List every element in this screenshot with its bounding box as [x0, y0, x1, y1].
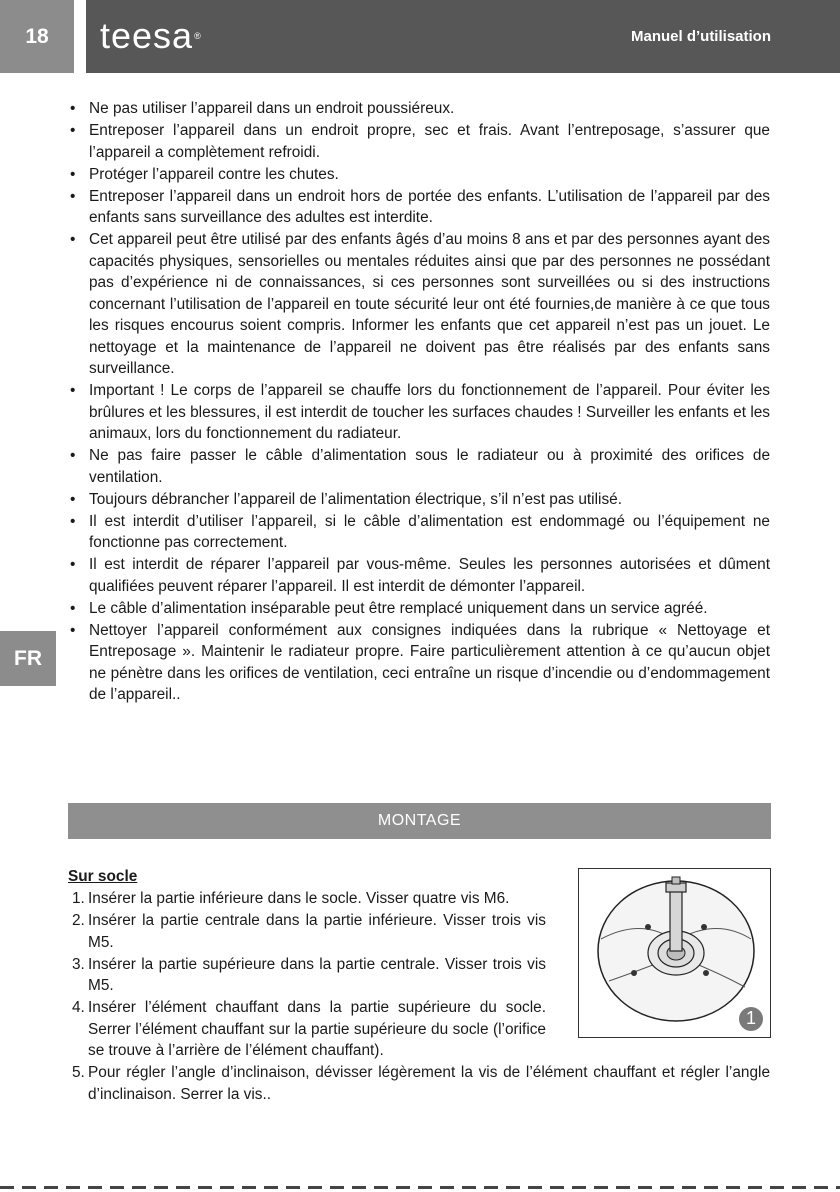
list-item-text: Cet appareil peut être utilisé par des enfants âgés d’au moins 8 ans et par des personnes ayant des capacités physiques, sensorielles ou mentales réduites ainsi que par des personnes ne possédant pas d’expérience ni de connaissances, si ces personnes sont surveillées ou si des instructions concernant l’utilisation de l’appareil en toute sécurité leur ont été fournies,de manière à ce que tous les risques encourus soient compris. Informer les enfants que cet appareil n’est pas un jouet. Le nettoyage et la maintenance de l’appareil ne doivent pas être réalisés par des enfants sans surveillance. — [89, 231, 770, 377]
bullet-icon: • — [70, 231, 76, 248]
list-item-text: Protéger l’appareil contre les chutes. — [89, 165, 339, 183]
bullet-icon: • — [70, 100, 76, 117]
step-text: Insérer l’élément chauffant dans la partie supérieure du socle. Serrer l’élément chauffant sur la partie supérieure du socle (l’orifice se trouve à l’arrière de l’élément chauffant). — [88, 999, 546, 1059]
footer-divider — [0, 1186, 840, 1189]
brand-logo — [100, 16, 202, 56]
bullet-icon: • — [70, 122, 76, 139]
step-item — [68, 910, 546, 953]
step-text: Insérer la partie inférieure dans le socle. Visser quatre vis M6. — [88, 890, 510, 907]
list-item-text: Entreposer l’appareil dans un endroit hors de portée des enfants. L’utilisation de l’appareil par des enfants sans surveillance des adultes est interdite. — [89, 187, 770, 226]
bullet-icon: • — [70, 599, 76, 617]
step-number: 2. — [72, 912, 85, 929]
list-item-text: Toujours débrancher l’appareil de l’alimentation électrique, s’il n’est pas utilisé. — [89, 490, 622, 508]
list-item — [70, 489, 770, 511]
list-item — [70, 380, 770, 445]
list-item-text: Il est interdit de réparer l’appareil par vous-même. Seules les personnes autorisées et dûment qualifiées peuvent réparer l’appareil. Il est interdit de démonter l’appareil. — [89, 556, 770, 595]
list-item — [70, 598, 770, 620]
step-item — [68, 888, 546, 910]
step-text: Insérer la partie supérieure dans la partie centrale. Visser trois vis M5. — [88, 955, 546, 994]
list-item — [70, 98, 770, 120]
subheading: Sur socle — [68, 868, 138, 885]
brand-logo-text: teesa — [100, 15, 194, 56]
step-number: 3. — [72, 955, 85, 973]
list-item-text: Ne pas utiliser l’appareil dans un endroit poussiéreux. — [89, 100, 455, 117]
list-item-text: Entreposer l’appareil dans un endroit propre, sec et frais. Avant l’entreposage, s’assurer que l’appareil a complètement refroidi. — [89, 122, 770, 161]
bullet-icon: • — [70, 490, 76, 508]
bullet-icon: • — [70, 447, 76, 464]
safety-bullet-list — [70, 98, 770, 706]
step-item — [68, 1062, 770, 1105]
assembly-figure — [578, 868, 771, 1038]
step-text: Insérer la partie centrale dans la partie inférieure. Visser trois vis M5. — [88, 912, 546, 951]
bullet-icon: • — [70, 512, 76, 530]
step-number: 1. — [72, 890, 85, 907]
step-item — [68, 954, 546, 997]
bullet-icon: • — [70, 382, 76, 399]
registered-mark: ® — [194, 31, 202, 41]
list-item — [70, 120, 770, 163]
language-tab: FR — [0, 631, 56, 686]
bullet-icon: • — [70, 556, 76, 573]
list-item — [70, 554, 770, 597]
list-item-text: Important ! Le corps de l’appareil se chauffe lors du fonctionnement de l’appareil. Pour éviter les brûlures et les blessures, il est interdit de toucher les surfaces chaudes ! Surveiller les enfants et les animaux, lors du fonctionnement du radiateur. — [89, 382, 770, 442]
list-item-text: Il est interdit d’utiliser l’appareil, si le câble d’alimentation est endommagé ou l’équipement ne fonctionne pas correctement. — [89, 512, 770, 551]
step-text: Pour régler l’angle d’inclinaison, dévisser légèrement la vis de l’élément chauffant et régler l’angle d’inclinaison. Serrer la vis.. — [88, 1064, 770, 1103]
list-item — [70, 164, 770, 186]
list-item-text: Ne pas faire passer le câble d’alimentation sous le radiateur ou à proximité des orifices de ventilation. — [89, 447, 770, 486]
section-title-bar: MONTAGE — [68, 803, 771, 839]
list-item — [70, 445, 770, 488]
step-number: 5. — [72, 1064, 85, 1081]
step-item — [68, 997, 546, 1062]
bullet-icon: • — [70, 621, 76, 639]
list-item — [70, 229, 770, 380]
step-number: 4. — [72, 999, 85, 1016]
bullet-icon: • — [70, 187, 76, 205]
list-item-text: Nettoyer l’appareil conformément aux consignes indiquées dans la rubrique « Nettoyage et Entreposage ». Maintenir le radiateur propre. Faire particulièrement attention à ce qu’aucun objet ne pénètre dans les orifices de ventilation, ceci entraîne un risque d’incendie ou d’endommagement de l’appareil.. — [89, 621, 770, 703]
list-item — [70, 186, 770, 229]
figure-number: 1 — [745, 1008, 756, 1028]
list-item — [70, 511, 770, 554]
list-item — [70, 620, 770, 706]
bullet-icon: • — [70, 165, 76, 183]
manual-title: Manuel d’utilisation — [630, 28, 771, 45]
header-bar — [86, 0, 840, 73]
page-number: 18 — [0, 0, 74, 73]
list-item-text: Le câble d’alimentation inséparable peut être remplacé uniquement dans un service agréé. — [89, 599, 708, 617]
